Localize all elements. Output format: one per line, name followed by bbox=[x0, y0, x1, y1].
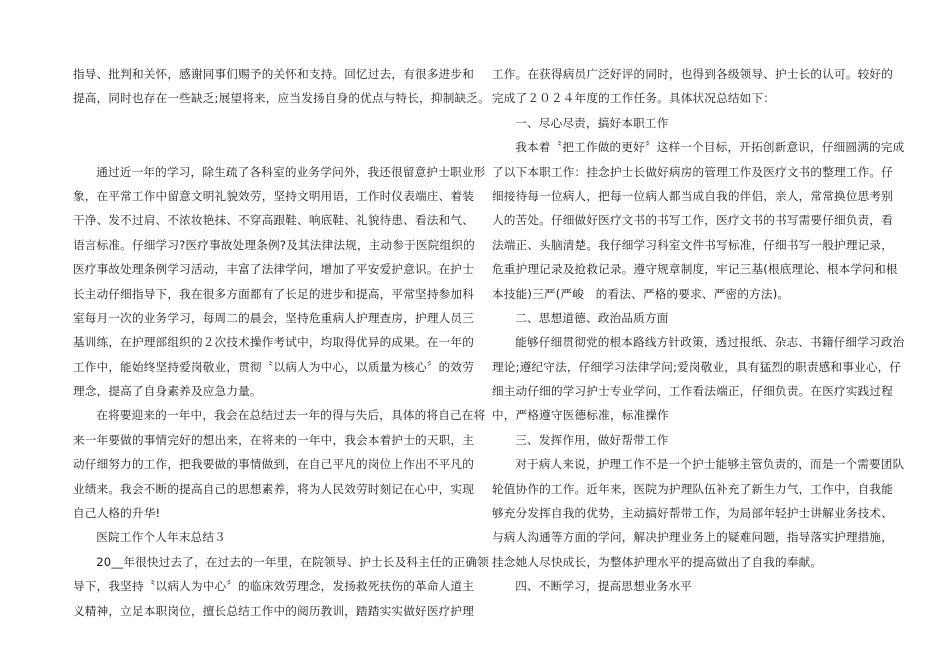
paragraph-line: 室每月一次的业务学习，每周二的晨会，坚持危重病人护理查房，护理人员三 bbox=[73, 310, 474, 325]
section-heading: 医院工作个人年末总结３ bbox=[96, 530, 226, 545]
paragraph-line: 与病人沟通等方面的学问，解决护理业务上的疑难问题，指导落实护理措施， bbox=[492, 530, 893, 545]
paragraph-line: 干净、发不过肩、不浓妆艳抹、不穿高跟鞋、响底鞋、礼貌待患、看法和气、 bbox=[73, 213, 474, 228]
paragraph-line: 细接待每一位病人，把每一位病人都当成自我的伴侣，亲人，常常换位思考别 bbox=[492, 188, 893, 203]
paragraph-line: 提高，同时也存在一些缺乏;展望将来，应当发扬自身的优点与特长，抑制缺乏。 bbox=[73, 91, 490, 106]
paragraph-line: 理论;遵纪守法，仔细学习法律学问;爱岗敬业，具有猛烈的职责感和事业心，仔 bbox=[492, 359, 902, 374]
paragraph-line: 义精神，立足本职岗位，擅长总结工作中的阅历教训，踏踏实实做好医疗护理 bbox=[73, 603, 474, 618]
section-title: 一、尽心尽责，搞好本职工作 bbox=[515, 115, 669, 130]
paragraph-line: 自己人格的升华! bbox=[73, 506, 161, 521]
paragraph-line: 细主动仔细的学习护士专业学问，工作看法端正，仔细负责。在医疗实践过程 bbox=[492, 384, 893, 399]
paragraph-line: 医疗事故处理条例学习活动，丰富了法律学问，增加了平安爱护意识。在护士 bbox=[73, 262, 474, 277]
paragraph-line: 人的苦处。仔细做好医疗文书的书写工作，医疗文书的书写需要仔细负责，看 bbox=[492, 213, 893, 228]
paragraph-line: 工作中，能始终坚持爱岗敬业，贯彻〝以病人为中心，以质量为核心〞的效劳 bbox=[73, 359, 474, 374]
paragraph-line: 够充分发挥自我的优势，主动搞好帮带工作，为局部年轻护士讲解业务技术、 bbox=[492, 506, 893, 521]
paragraph-line: 指导、批判和关怀，感谢同事们赐予的关怀和支持。回忆过去，有很多进步和 bbox=[73, 67, 474, 81]
paragraph-line: 危重护理记录及抢救记录。遵守规章制度，牢记三基(根底理论、根本学问和根 bbox=[492, 262, 898, 277]
right-column bbox=[492, 62, 905, 599]
section-title: 四、不断学习，提高思想业务水平 bbox=[515, 579, 693, 594]
paragraph-line: 象，在平常工作中留意文明礼貌效劳，坚持文明用语，工作时仪表端庄、着装 bbox=[73, 188, 474, 203]
paragraph-line: 导下，我坚持〝以病人为中心〞的临床效劳理念，发扬救死扶伤的革命人道主 bbox=[73, 579, 474, 594]
paragraph-line: 工作。在获得病员广泛好评的同时，也得到各级领导、护士长的认可。较好的 bbox=[492, 67, 893, 81]
section2-body bbox=[492, 330, 905, 428]
paragraph-line: 完成了２０２４年度的工作任务。具体状况总结如下： bbox=[492, 91, 776, 106]
paragraph-line: 了以下本职工作：挂念护士长做好病房的管理工作及医疗文书的整理工作。仔 bbox=[492, 164, 893, 179]
paragraph-line: 来一年要做的事情完好的想出来，在将来的一年中，我会本着护士的天职，主 bbox=[73, 432, 474, 447]
section3-body bbox=[492, 452, 905, 574]
section-title: 三、发挥作用，做好帮带工作 bbox=[515, 432, 669, 447]
paragraph-line: 本技能)三严(严峻 的看法、严格的要求、严密的方法)。 bbox=[492, 286, 790, 301]
paragraph-line: 法端正、头脑清楚。我仔细学习科室文件书写标准，仔细书写一般护理记录， bbox=[492, 237, 893, 252]
paragraph-line: 长主动仔细指导下，我在很多方面都有了长足的进步和提高，平常坚持参加科 bbox=[73, 286, 474, 301]
paragraph-gap bbox=[73, 135, 465, 159]
paragraph-line: 挂念她人尽快成长，为整体护理水平的提高做出了自我的奉献。 bbox=[492, 554, 823, 569]
left-column bbox=[73, 62, 490, 623]
paragraph-line: 20__年很快过去了，在过去的一年里，在院领导、护士长及科主任的正确领 bbox=[96, 554, 489, 569]
paragraph-line: 理念，提高了自身素养及应急力量。 bbox=[73, 384, 262, 399]
paragraph-line: 中，严格遵守医德标准，标准操作 bbox=[492, 408, 669, 423]
paragraph-gap bbox=[73, 111, 465, 135]
section-title: 二、思想道德、政治品质方面 bbox=[515, 310, 669, 325]
paragraph-line: 基训练，在护理部组织的２次技术操作考试中，均取得优异的成果。在一年的 bbox=[73, 335, 474, 350]
paragraph-line: 业绩来。我会不断的提高自己的思想素养，将为人民效劳时刻记在心中，实现 bbox=[73, 481, 474, 496]
paragraph-2024 bbox=[73, 550, 489, 623]
paragraph-line: 对于病人来说，护理工作不是一个护士能够主管负责的，而是一个需要团队 bbox=[515, 457, 905, 472]
paragraph-line: 动仔细努力的工作，把我要做的事情做到，在自己平凡的岗位上作出不平凡的 bbox=[73, 457, 474, 472]
paragraph-line: 在将要迎来的一年中，我会在总结过去一年的得与失后，具体的将自己在将 bbox=[96, 408, 486, 423]
paragraph-line: 轮值协作的工作。近年来，医院为护理队伍补充了新生力气，工作中，自我能 bbox=[492, 481, 893, 496]
paragraph-line: 我本着〝把工作做的更好〞这样一个目标，开拓创新意识，仔细圆满的完成 bbox=[515, 140, 905, 155]
paragraph-future bbox=[73, 403, 486, 525]
paragraph-line: 语言标准。仔细学习?医疗事故处理条例?及其法律法规，主动参于医院组织的 bbox=[73, 237, 475, 252]
section1-body bbox=[492, 135, 905, 306]
paragraph-line: 能够仔细贯彻党的根本路线方针政策，透过报纸、杂志、书籍仔细学习政治 bbox=[515, 335, 905, 350]
paragraph-study bbox=[73, 160, 486, 404]
paragraph-line: 通过近一年的学习，除生疏了各科室的业务学问外，我还很留意护士职业形 bbox=[96, 164, 486, 179]
